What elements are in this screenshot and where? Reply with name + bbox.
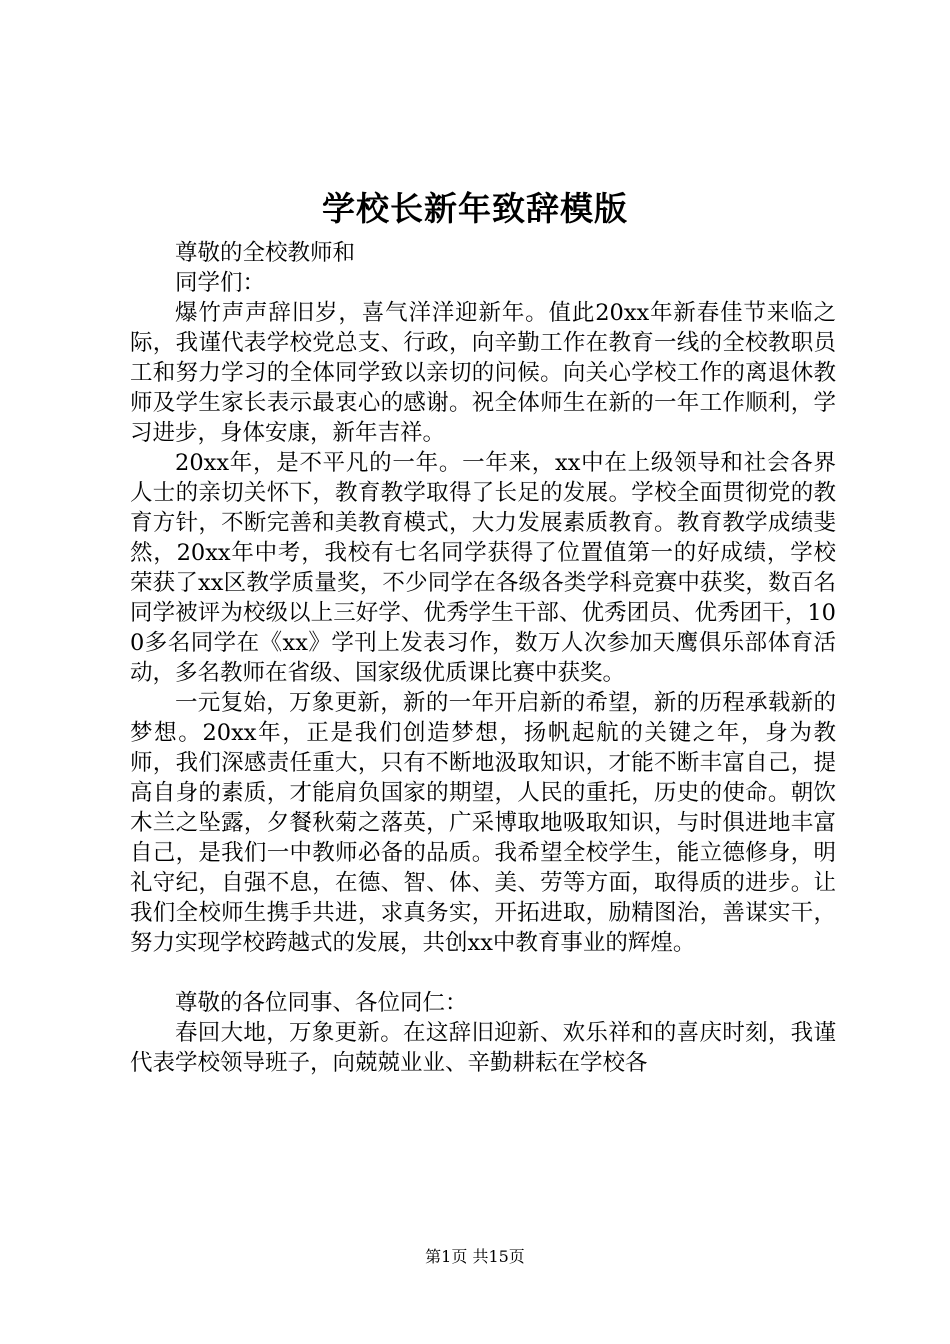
page-footer: 第1页 共15页 <box>425 1247 525 1266</box>
salutation-line-2: 同学们： <box>175 270 266 296</box>
body-paragraph-3: 一元复始，万象更新，新的一年开启新的希望，新的历程承载新的梦想。20xx年，正是我们创造梦想，扬帆起航的关键之年，身为教师，我们深感责任重大，只有不断地汲取知识，才能不断丰富自己，提高自身的素质，才能肩负国家的期望，人民的重托，历史的使命。朝饮木兰之坠露，夕餐秋菊之落英，广采博取地吸取知识，与时俱进地丰富自己，是我们一中教师必备的品质。我希望全校学生，能立德修身，明礼守纪，自强不息，在德、智、体、美、劳等方面，取得质的进步。让我们全校师生携手共进，求真务实，开拓进取，励精图治，善谋实干，努力实现学校跨越式的发展，共创xx中教育事业的辉煌。 <box>130 690 836 956</box>
document-title: 学校长新年致辞模版 <box>322 189 628 228</box>
salutation-line-1: 尊敬的全校教师和 <box>175 240 356 266</box>
body-paragraph-2: 20xx年，是不平凡的一年。一年来，xx中在上级领导和社会各界人士的亲切关怀下，教育教学取得了长足的发展。学校全面贯彻党的教育方针，不断完善和美教育模式，大力发展素质教育。教育教学成绩斐然，20xx年中考，我校有七名同学获得了位置值第一的好成绩，学校荣获了xx区教学质量奖，不少同学在各级各类学科竞赛中获奖，数百名同学被评为校级以上三好学、优秀学生干部、优秀团员、优秀团干，100多名同学在《xx》学刊上发表习作，数万人次参加天鹰俱乐部体育活动，多名教师在省级、国家级优质课比赛中获奖。 <box>130 450 836 686</box>
body-paragraph-4: 春回大地，万象更新。在这辞旧迎新、欢乐祥和的喜庆时刻，我谨代表学校领导班子，向兢兢业业、辛勤耕耘在学校各 <box>130 1020 836 1076</box>
document-body <box>130 238 836 1078</box>
salutation-line-3: 尊敬的各位同事、各位同仁： <box>175 990 468 1016</box>
body-paragraph-1: 爆竹声声辞旧岁，喜气洋洋迎新年。值此20xx年新春佳节来临之际，我谨代表学校党总支、行政，向辛勤工作在教育一线的全校教职员工和努力学习的全体同学致以亲切的问候。向关心学校工作的离退休教师及学生家长表示最衷心的感谢。祝全体师生在新的一年工作顺利，学习进步，身体安康，新年吉祥。 <box>130 300 836 446</box>
